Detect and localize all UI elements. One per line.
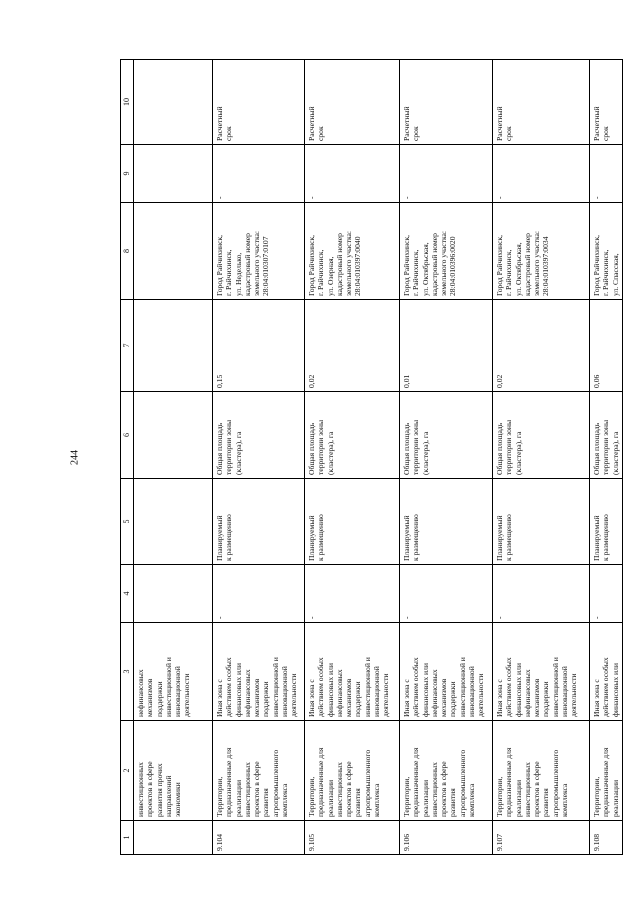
zone-type-cell: Иная зона с действием особых финансовых или нефинансовых механизмов поддержки инвестиционной и инновационной деятельности: [400, 623, 493, 721]
header-cell: 4: [121, 565, 134, 623]
zone-type-cell: Иная зона с действием особых финансовых или нефинансовых механизмов поддержки инвестиционной и инновационной деятельности: [493, 623, 590, 721]
status-cell: Планируемый к размещению: [590, 479, 623, 565]
indicator-cell: Общая площадь территории зоны (кластера), га: [400, 392, 493, 479]
table-row: [493, 60, 590, 855]
location-cell: Город Райчихинск, г. Райчихинск, ул. Неделько, кадастровый номер земельного участка: 28:04:010307:0107: [213, 203, 305, 300]
location-cell: [134, 203, 213, 300]
territory-cell: Территории, предназначенные для реализации инвестиционных проектов в сфере развития агропромышленного комплекса: [493, 721, 590, 821]
zone-type-cell: Иная зона с действием особых финансовых или: [590, 623, 623, 721]
indicator-cell: Общая площадь территории зоны (кластера), га: [213, 392, 305, 479]
status-cell: Планируемый к размещению: [305, 479, 400, 565]
row-number-cell: [134, 821, 213, 855]
table-row: [590, 60, 623, 855]
col4-cell: -: [213, 565, 305, 623]
value-cell: 0,02: [493, 300, 590, 392]
term-cell: Расчетный срок: [305, 60, 400, 145]
page-number: 244: [69, 450, 81, 465]
col4-cell: -: [400, 565, 493, 623]
col4-cell: [134, 565, 213, 623]
term-cell: [134, 60, 213, 145]
row-number-cell: 9.105: [305, 821, 400, 855]
value-cell: 0,01: [400, 300, 493, 392]
location-cell: Город Райчихинск, г. Райчихинск, ул. Спасская,: [590, 203, 623, 300]
zone-type-cell: Иная зона с действием особых финансовых или нефинансовых механизмов поддержки инвестиционной и инновационной деятельности: [305, 623, 400, 721]
territory-cell: Территории, предназначенные для реализации инвестиционных проектов в сфере развития агропромышленного комплекса: [305, 721, 400, 821]
territory-cell: Территории, предназначенные для реализации инвестиционных проектов в сфере развития агропромышленного комплекса: [213, 721, 305, 821]
header-cell: 3: [121, 623, 134, 721]
row-number-cell: 9.107: [493, 821, 590, 855]
col9-cell: -: [400, 145, 493, 203]
zone-type-cell: Иная зона с действием особых финансовых или нефинансовых механизмов поддержки инвестиционной и инновационной деятельности: [213, 623, 305, 721]
status-cell: [134, 479, 213, 565]
header-cell: 5: [121, 479, 134, 565]
zones-table: [120, 59, 623, 855]
row-number-cell: 9.106: [400, 821, 493, 855]
header-cell: 2: [121, 721, 134, 821]
value-cell: 0,15: [213, 300, 305, 392]
header-cell: 9: [121, 145, 134, 203]
territory-cell: Территории, предназначенные для реализации: [590, 721, 623, 821]
table-row: [305, 60, 400, 855]
col9-cell: -: [493, 145, 590, 203]
territory-cell: Территории, предназначенные для реализации инвестиционных проектов в сфере развития агропромышленного комплекса: [400, 721, 493, 821]
indicator-cell: Общая площадь территории зоны (кластера), га: [590, 392, 623, 479]
col4-cell: -: [305, 565, 400, 623]
indicator-cell: [134, 392, 213, 479]
row-number-cell: 9.108: [590, 821, 623, 855]
status-cell: Планируемый к размещению: [213, 479, 305, 565]
zone-type-cell: нефинансовых механизмов поддержки инвестиционной и инновационной деятельности: [134, 623, 213, 721]
header-cell: 10: [121, 60, 134, 145]
header-cell: 1: [121, 821, 134, 855]
table-row: [213, 60, 305, 855]
rotated-table-wrapper: [120, 60, 620, 855]
col9-cell: -: [305, 145, 400, 203]
col4-cell: -: [590, 565, 623, 623]
territory-cell: инвестиционных проектов в сфере развития прочих направлений экономики: [134, 721, 213, 821]
term-cell: Расчетный срок: [213, 60, 305, 145]
header-row: [121, 60, 134, 855]
table-row: [400, 60, 493, 855]
row-number-cell: 9.104: [213, 821, 305, 855]
term-cell: Расчетный срок: [590, 60, 623, 145]
location-cell: Город Райчихинск, г. Райчихинск, ул. Озерная, кадастровый номер земельного участка: 28:04:010397:0040: [305, 203, 400, 300]
value-cell: 0,02: [305, 300, 400, 392]
col9-cell: -: [213, 145, 305, 203]
indicator-cell: Общая площадь территории зоны (кластера), га: [305, 392, 400, 479]
term-cell: Расчетный срок: [400, 60, 493, 145]
col4-cell: -: [493, 565, 590, 623]
value-cell: 0,06: [590, 300, 623, 392]
status-cell: Планируемый к размещению: [400, 479, 493, 565]
table-row: [134, 60, 213, 855]
col9-cell: -: [590, 145, 623, 203]
status-cell: Планируемый к размещению: [493, 479, 590, 565]
header-cell: 7: [121, 300, 134, 392]
header-cell: 6: [121, 392, 134, 479]
location-cell: Город Райчихинск, г. Райчихинск, ул. Октябрьская, кадастровый номер земельного участка: 28:04:010396:0020: [400, 203, 493, 300]
location-cell: Город Райчихинск, г. Райчихинск, ул. Октябрьская, кадастровый номер земельного участка: 28:04:010397:0034: [493, 203, 590, 300]
header-cell: 8: [121, 203, 134, 300]
col9-cell: [134, 145, 213, 203]
term-cell: Расчетный срок: [493, 60, 590, 145]
value-cell: [134, 300, 213, 392]
indicator-cell: Общая площадь территории зоны (кластера), га: [493, 392, 590, 479]
